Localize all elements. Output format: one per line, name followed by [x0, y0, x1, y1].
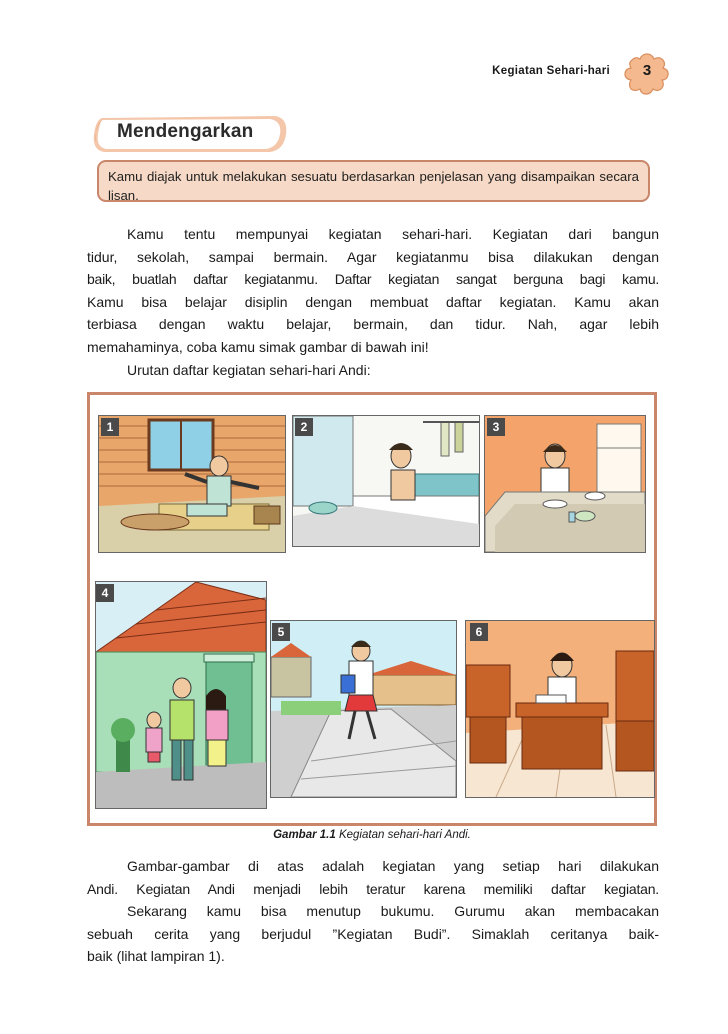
closing-paragraph [87, 855, 659, 968]
text-line: memahaminya, coba kamu simak gambar di bawah ini! [87, 338, 429, 355]
panel-walking [270, 620, 457, 798]
panel-bathing [292, 415, 480, 547]
text-line: Andi. Kegiatan Andi menjadi lebih teratur karena memiliki daftar kegiatan. [87, 880, 659, 897]
page-number: 3 [642, 62, 652, 79]
section-heading [90, 114, 290, 154]
bathing-illustration [293, 416, 479, 546]
text-line: Kamu bisa belajar disiplin dengan membuat daftar kegiatan. Kamu akan [87, 293, 659, 310]
panel-wake-up [98, 415, 286, 553]
text-line: terbiasa dengan waktu belajar, bermain, dan tidur. Nah, agar lebih [87, 316, 659, 333]
figure-caption [87, 829, 657, 841]
section-title: Mendengarkan [117, 121, 254, 142]
text-line: Urutan daftar kegiatan sehari-hari Andi: [127, 361, 371, 378]
caption-text: Kegiatan sehari-hari Andi. [338, 829, 471, 841]
panel-number-1: 1 [101, 418, 119, 436]
text-line: baik, buatlah daftar kegiatanmu. Daftar kegiatan sangat berguna bagi kamu. [87, 271, 659, 288]
running-title: Kegiatan Sehari-hari [492, 65, 610, 77]
classroom-illustration [466, 621, 654, 797]
wake-up-illustration [99, 416, 285, 552]
text-line: sebuah cerita yang berjudul ”Kegiatan Budi”. Simaklah ceritanya baik- [87, 925, 659, 942]
leaving-home-illustration [96, 582, 266, 808]
text-line: baik (lihat lampiran 1). [87, 948, 225, 965]
panel-number-5: 5 [272, 623, 290, 641]
instruction-box: Kamu diajak untuk melakukan sesuatu berdasarkan penjelasan yang disampaikan secara lisan. [97, 160, 650, 202]
panel-number-2: 2 [295, 418, 313, 436]
panel-breakfast [484, 415, 646, 553]
text-line: tidur, sekolah, sampai bermain. Agar kegiatanmu bisa dilakukan dengan [87, 248, 659, 265]
panel-number-3: 3 [487, 418, 505, 436]
panel-classroom [465, 620, 655, 798]
page-number-badge [624, 52, 670, 96]
panel-number-6: 6 [470, 623, 488, 641]
caption-label: Gambar 1.1 [273, 829, 336, 841]
walking-illustration [271, 621, 456, 797]
text-line: Kamu tentu mempunyai kegiatan sehari-hari. Kegiatan dari bangun [127, 226, 659, 242]
panel-number-4: 4 [96, 584, 114, 602]
breakfast-illustration [485, 416, 645, 552]
figure-frame [87, 392, 657, 826]
text-line: Sekarang kamu bisa menutup bukumu. Gurumu akan membacakan [127, 903, 659, 920]
text-line: Gambar-gambar di atas adalah kegiatan yang setiap hari dilakukan [127, 858, 659, 874]
panel-leaving-home [95, 581, 267, 809]
intro-paragraph [87, 223, 659, 381]
